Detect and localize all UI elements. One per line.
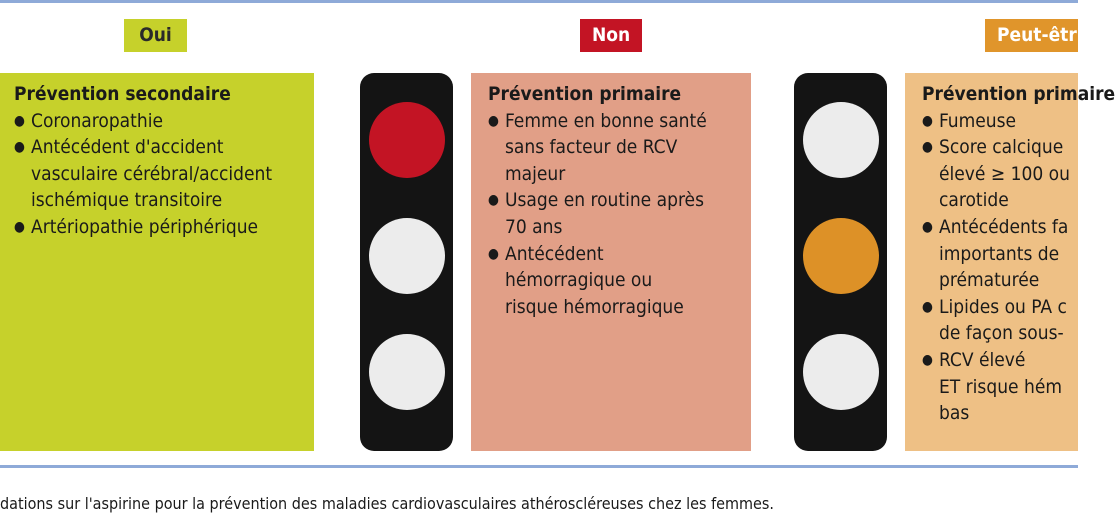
middle-lamp: [369, 218, 445, 294]
red-lamp: [369, 102, 445, 178]
panel-primary-prevention-maybe: [905, 73, 1115, 451]
traffic-light-red: [360, 73, 453, 451]
label-non: Non: [580, 19, 642, 52]
criteria-list: [14, 108, 314, 241]
list-item: ● RCV élevé ET risque hém bas: [922, 347, 1078, 427]
figure-caption: dations sur l'aspirine pour la prévention des maladies cardiovasculaires athéroscléreuses chez les femmes.: [0, 494, 774, 513]
criteria-list: [488, 108, 751, 321]
list-item: ● Lipides ou PA c de façon sous-: [922, 294, 1078, 347]
list-item: ● Usage en routine après 70 ans: [488, 187, 751, 240]
panel-title: Prévention primaire: [922, 83, 1115, 105]
label-oui: Oui: [124, 19, 187, 52]
bottom-lamp: [803, 334, 879, 410]
traffic-light-orange: [794, 73, 887, 451]
list-item: ● Coronaropathie: [14, 108, 314, 135]
list-item: ● Fumeuse: [922, 108, 1078, 135]
panel-primary-prevention-no: [471, 73, 751, 451]
list-item: ● Antécédent hémorragique ou risque hémorragique: [488, 241, 751, 321]
top-lamp: [803, 102, 879, 178]
criteria-list: [922, 108, 1078, 427]
list-item: ● Antécédents fa importants de prématurée: [922, 214, 1078, 294]
bottom-rule: [0, 465, 1078, 468]
top-rule: [0, 0, 1078, 3]
orange-lamp: [803, 218, 879, 294]
list-item: ● Score calcique élevé ≥ 100 ou carotide: [922, 134, 1078, 214]
bottom-lamp: [369, 334, 445, 410]
panel-title: Prévention primaire: [488, 83, 682, 105]
panel-secondary-prevention: [0, 73, 314, 451]
panel-title: Prévention secondaire: [14, 83, 231, 105]
list-item: ● Artériopathie périphérique: [14, 214, 314, 241]
list-item: ● Femme en bonne santé sans facteur de RCV majeur: [488, 108, 751, 188]
list-item: ● Antécédent d'accident vasculaire cérébral/accident ischémique transitoire: [14, 134, 314, 214]
label-peut-etre: Peut-êtr: [985, 19, 1078, 52]
